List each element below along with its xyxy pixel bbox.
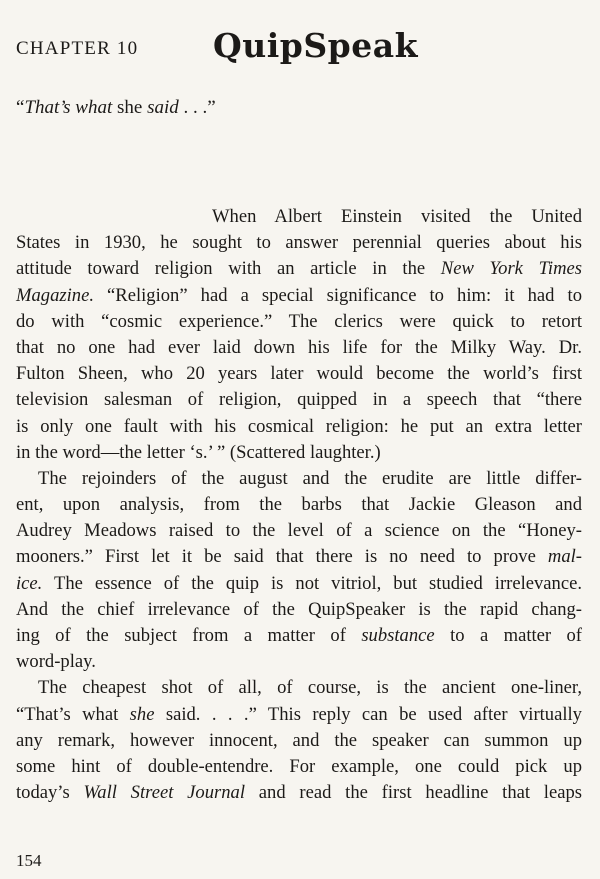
text-run: any remark, however innocent, and the speaker can summon up: [16, 729, 582, 751]
text-line: [16, 440, 582, 466]
text-line: [16, 466, 582, 492]
text-run-italic: substance: [361, 625, 435, 646]
text-run: Fulton Sheen, who 20 years later would become the world’s first: [16, 363, 582, 385]
text-line: [16, 361, 582, 387]
text-run-italic: Magazine.: [16, 284, 94, 306]
text-run: to a matter of: [434, 625, 582, 646]
text-line: [16, 518, 582, 544]
text-line: [16, 702, 582, 728]
text-run-italic: Wall Street Journal: [83, 782, 245, 804]
epigraph: [16, 97, 216, 119]
epigraph-italic-1: That’s what: [24, 97, 113, 118]
text-line: [16, 335, 582, 361]
page-number: 154: [16, 851, 42, 870]
text-run: word-play.: [16, 651, 96, 673]
text-run: The essence of the quip is not vitriol, but studied irrelevance.: [42, 572, 582, 594]
text-run: “Religion” had a special significance to him: it had to: [93, 284, 582, 306]
text-run: that no one had ever laid down his life for the Milky Way. Dr.: [16, 336, 582, 358]
text-run-italic: she: [129, 703, 155, 725]
text-line: [16, 571, 582, 597]
text-run: ing of the subject from a matter of: [16, 625, 362, 646]
text-run: is only one fault with his cosmical religion: he put an extra letter: [16, 415, 582, 437]
epigraph-ellipsis: . . .”: [178, 97, 216, 118]
text-line: [16, 230, 582, 256]
text-run: And the chief irrelevance of the QuipSpeaker is the rapid chang-: [16, 598, 582, 620]
chapter-header: [16, 26, 576, 66]
text-run: “That’s what: [16, 703, 130, 725]
text-run: and read the first headline that leaps: [245, 782, 583, 804]
text-line: [16, 256, 582, 282]
text-run: States in 1930, he sought to answer perennial queries about his: [16, 232, 582, 254]
text-line: [16, 597, 582, 623]
text-run: The cheapest shot of all, of course, is the ancient one-liner,: [38, 677, 582, 699]
text-run-italic: mal-: [547, 546, 582, 568]
text-run: attitude toward religion with an article in the: [16, 258, 441, 280]
text-run: Audrey Meadows raised to the level of a science on the “Honey-: [16, 520, 582, 542]
text-line: [16, 780, 582, 806]
text-line: [16, 675, 582, 701]
text-line: [16, 204, 582, 230]
text-run: today’s: [16, 782, 84, 804]
text-run: said. . . .” This reply can be used after virtually: [154, 703, 582, 725]
chapter-label: CHAPTER 10: [16, 38, 139, 59]
text-line: [16, 283, 582, 309]
text-line: [16, 414, 582, 440]
text-line: [16, 492, 582, 518]
text-run: ent, upon analysis, from the barbs that Jackie Gleason and: [16, 494, 582, 516]
text-run: some hint of double-entendre. For example, one could pick up: [16, 755, 582, 777]
text-run-italic: ice.: [16, 572, 43, 594]
chapter-title: QuipSpeak: [213, 26, 418, 65]
epigraph-roman-1: she: [112, 97, 148, 118]
text-line: [16, 309, 582, 335]
text-run: mooners.” First let it be said that there is no need to prove: [16, 546, 548, 568]
text-run: When Albert Einstein visited the United: [212, 206, 582, 227]
text-run: television salesman of religion, quipped in a speech that “there: [16, 389, 582, 411]
text-run-italic: New York Times: [440, 258, 583, 280]
body-text: [16, 204, 582, 806]
text-line: [16, 623, 582, 649]
text-run: do with “cosmic experience.” The clerics were quick to retort: [16, 310, 582, 332]
text-run: The rejoinders of the august and the erudite are little differ-: [38, 467, 582, 489]
text-line: [16, 649, 582, 675]
text-line: [16, 544, 582, 570]
epigraph-italic-2: said: [147, 97, 179, 118]
text-line: [16, 728, 582, 754]
text-line: [16, 754, 582, 780]
text-run: in the word—the letter ‘s.’ ” (Scattered laughter.): [16, 441, 381, 463]
epigraph-open-quote: “: [16, 97, 25, 118]
text-line: [16, 387, 582, 413]
